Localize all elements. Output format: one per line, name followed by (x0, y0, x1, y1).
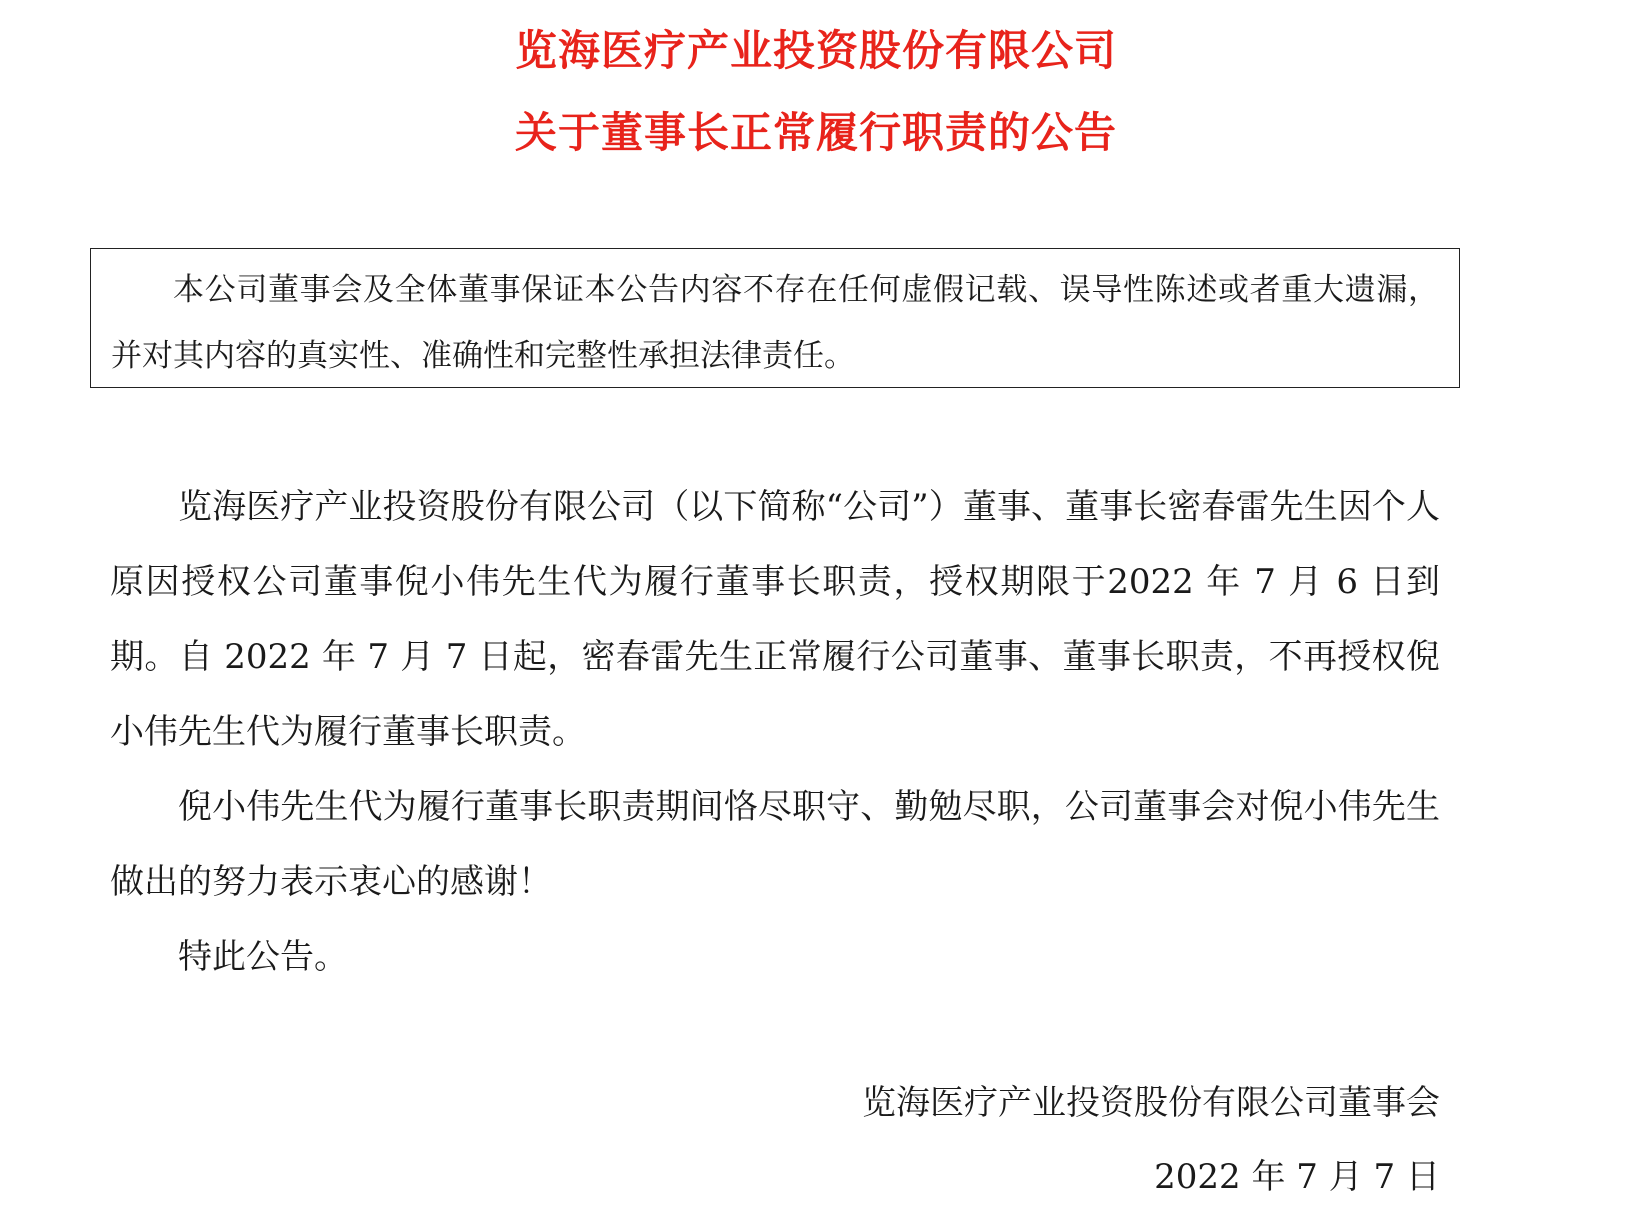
disclaimer-box (90, 248, 1460, 388)
signature-date: 2022 年 7 月 7 日 (1154, 1157, 1440, 1197)
disclaimer-text: 本公司董事会及全体董事保证本公告内容不存在任何虚假记载、误导性陈述或者重大遗漏，并对其内容的真实性、准确性和完整性承担法律责任。 (111, 272, 1439, 374)
body-paragraph-thanks: 倪小伟先生代为履行董事长职责期间恪尽职守、勤勉尽职，公司董事会对倪小伟先生做出的努力表示衷心的感谢！ (110, 787, 1440, 902)
body-paragraph-closing: 特此公告。 (178, 937, 348, 977)
announcement-title-subject: 关于董事长正常履行职责的公告 (514, 108, 1117, 157)
signature-company: 览海医疗产业投资股份有限公司董事会 (862, 1083, 1440, 1123)
body-paragraph-authorization: 览海医疗产业投资股份有限公司（以下简称“公司”）董事、董事长密春雷先生因个人原因授权公司董事倪小伟先生代为履行董事长职责，授权期限于2022 年 7 月 6 日到期。自 2022 年 7 月 7 日起，密春雷先生正常履行公司董事、董事长职责，不再授权倪小伟先生代为履行董事长职责。 (110, 487, 1440, 752)
announcement-title-company: 览海医疗产业投资股份有限公司 (514, 26, 1117, 75)
